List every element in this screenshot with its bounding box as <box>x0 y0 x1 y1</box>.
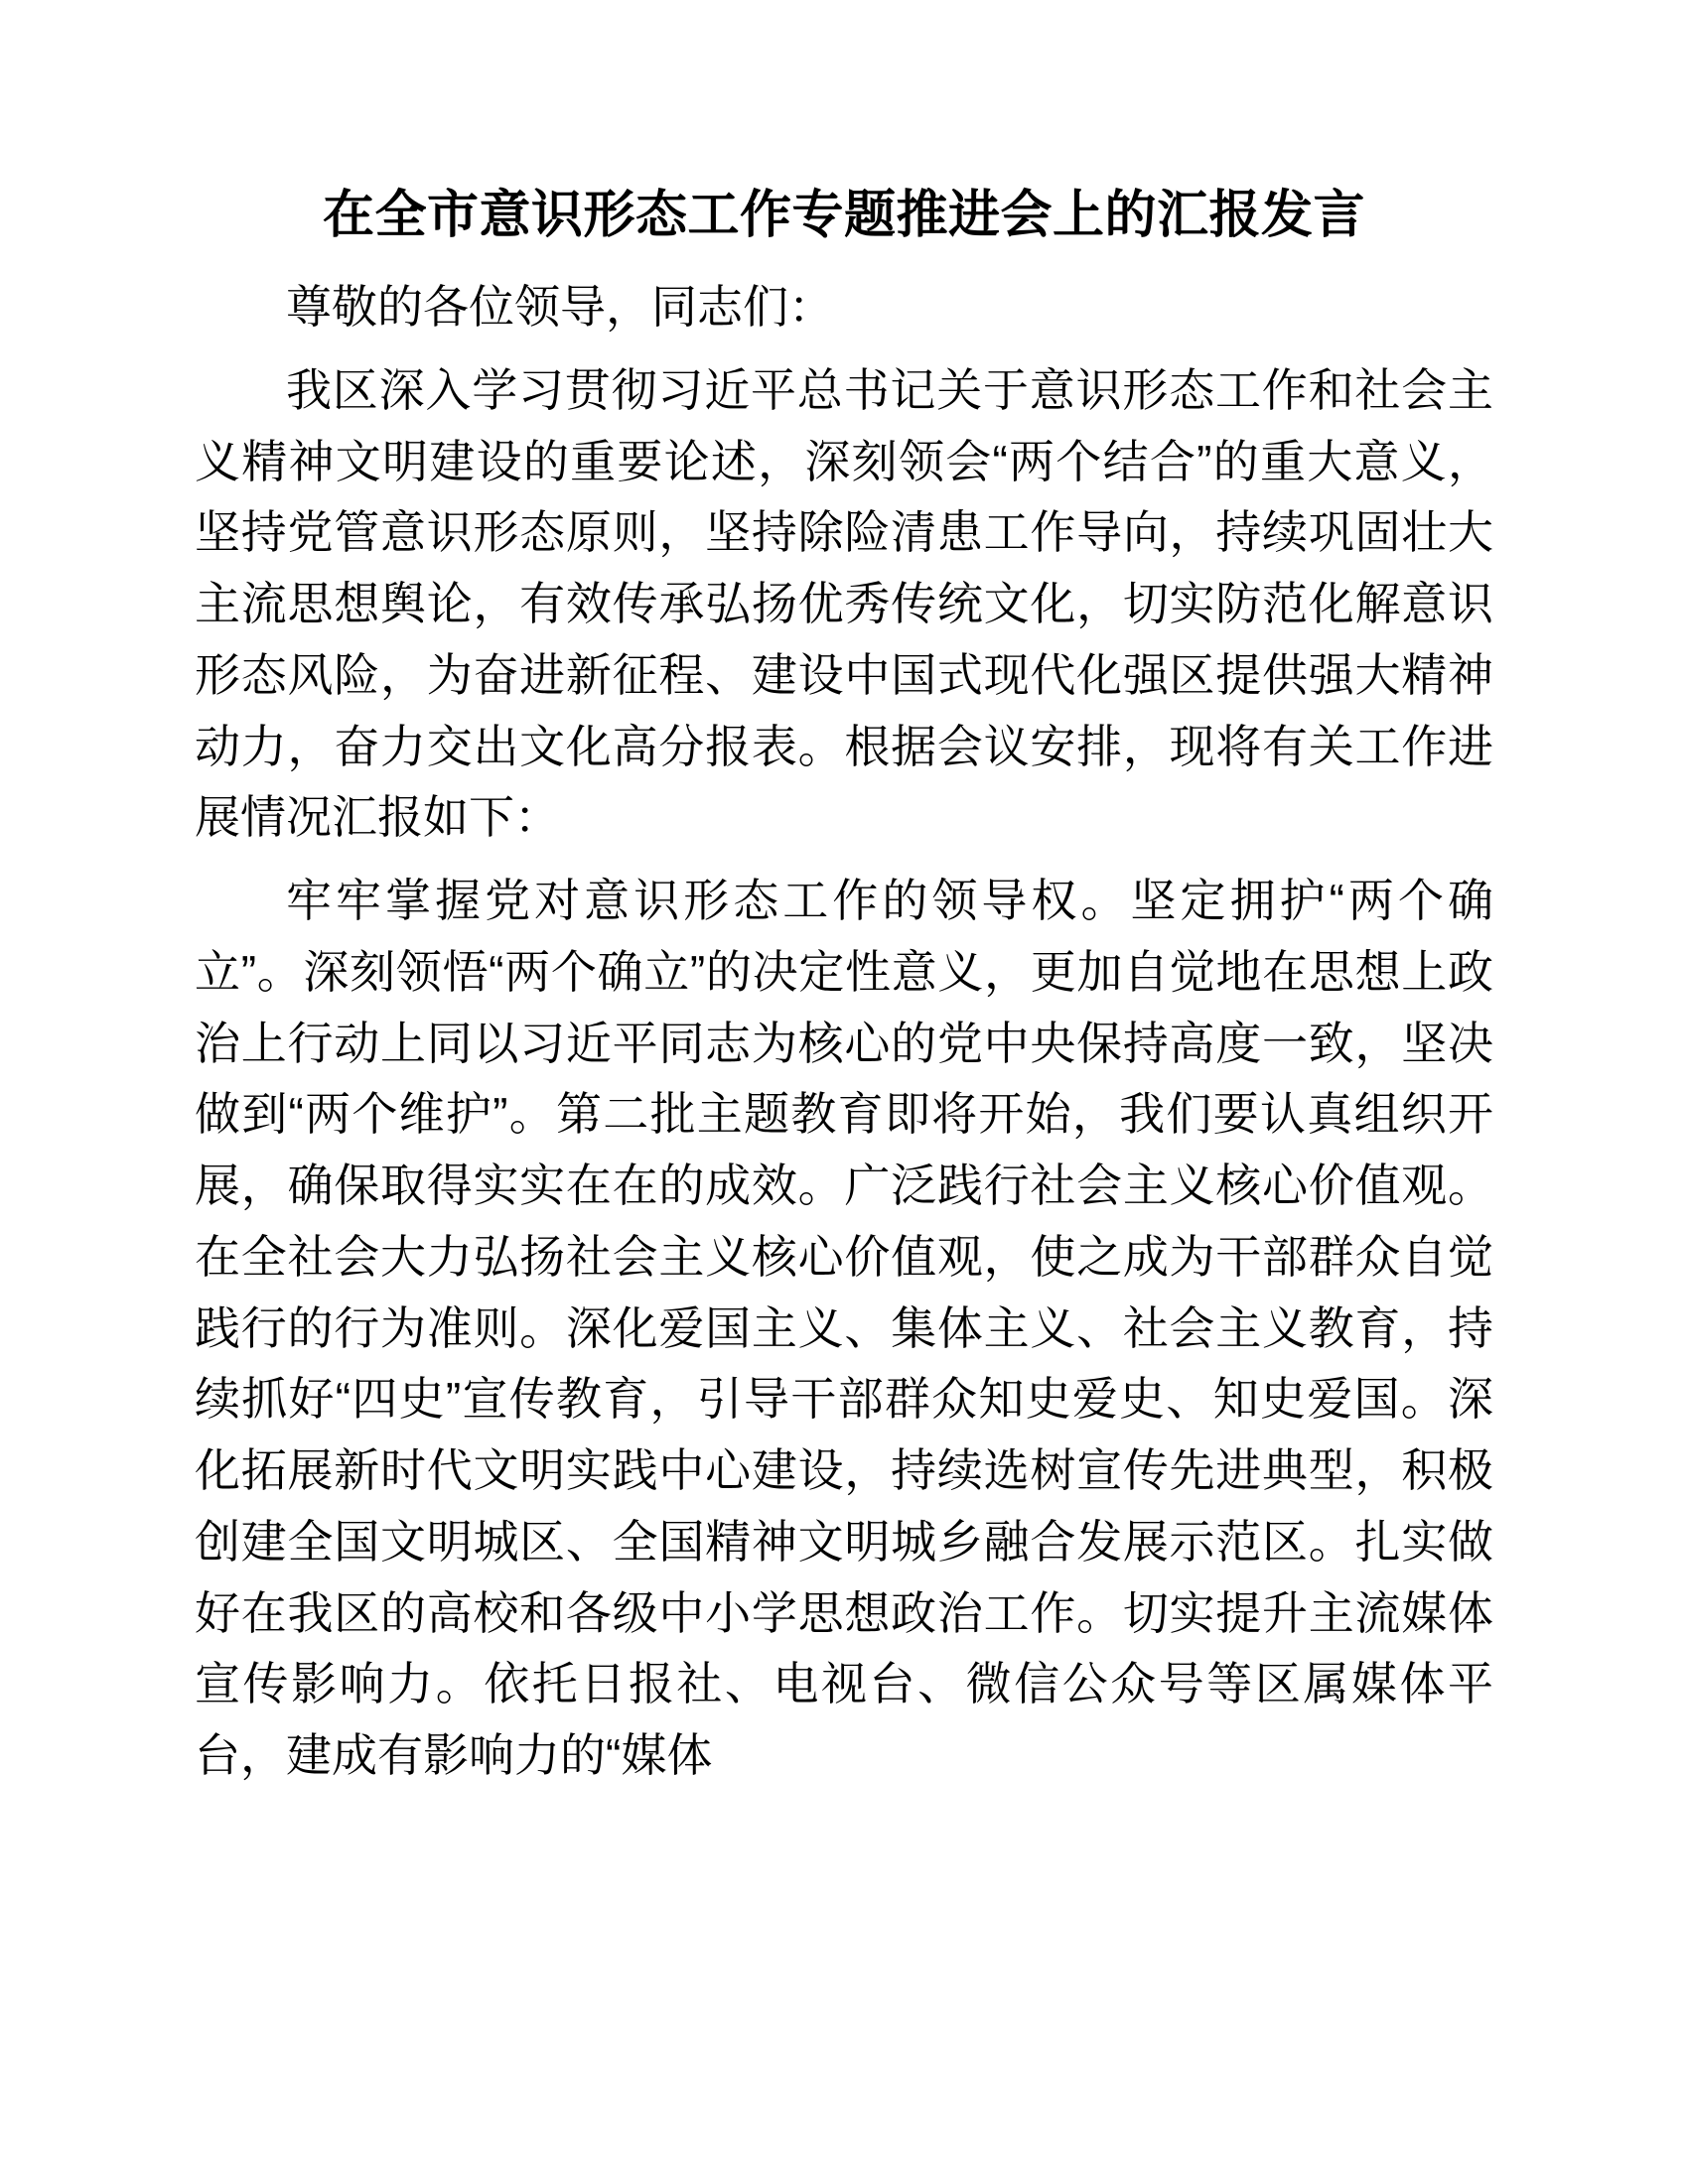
document-content <box>195 0 1493 1792</box>
document-title: 在全市意识形态工作专题推进会上的汇报发言 <box>322 187 1365 244</box>
body-paragraph-1: 我区深入学习贯彻习近平总书记关于意识形态工作和社会主义精神文明建设的重要论述，深刻领会“两个结合”的重大意义，坚持党管意识形态原则，坚持除险清患工作导向，持续巩固壮大主流思想舆论，有效传承弘扬优秀传统文化，切实防范化解意识形态风险，为奋进新征程、建设中国式现代化强区提供强大精神动力，奋力交出文化高分报表。根据会议安排，现将有关工作进展情况汇报如下： <box>195 363 1493 844</box>
body-paragraph-2: 牢牢掌握党对意识形态工作的领导权。坚定拥护“两个确立”。深刻领悟“两个确立”的决定性意义，更加自觉地在思想上政治上行动上同以习近平同志为核心的党中央保持高度一致，坚决做到“两个维护”。第二批主题教育即将开始，我们要认真组织开展，确保取得实实在在的成效。广泛践行社会主义核心价值观。在全社会大力弘扬社会主义核心价值观，使之成为干部群众自觉践行的行为准则。深化爱国主义、集体主义、社会主义教育，持续抓好“四史”宣传教育，引导干部群众知史爱史、知史爱国。深化拓展新时代文明实践中心建设，持续选树宣传先进典型，积极创建全国文明城区、全国精神文明城乡融合发展示范区。扎实做好在我区的高校和各级中小学思想政治工作。切实提升主流媒体宣传影响力。依托日报社、电视台、微信公众号等区属媒体平台，建成有影响力的“媒体 <box>195 875 1493 1781</box>
salutation-paragraph: 尊敬的各位领导，同志们： <box>286 281 834 333</box>
